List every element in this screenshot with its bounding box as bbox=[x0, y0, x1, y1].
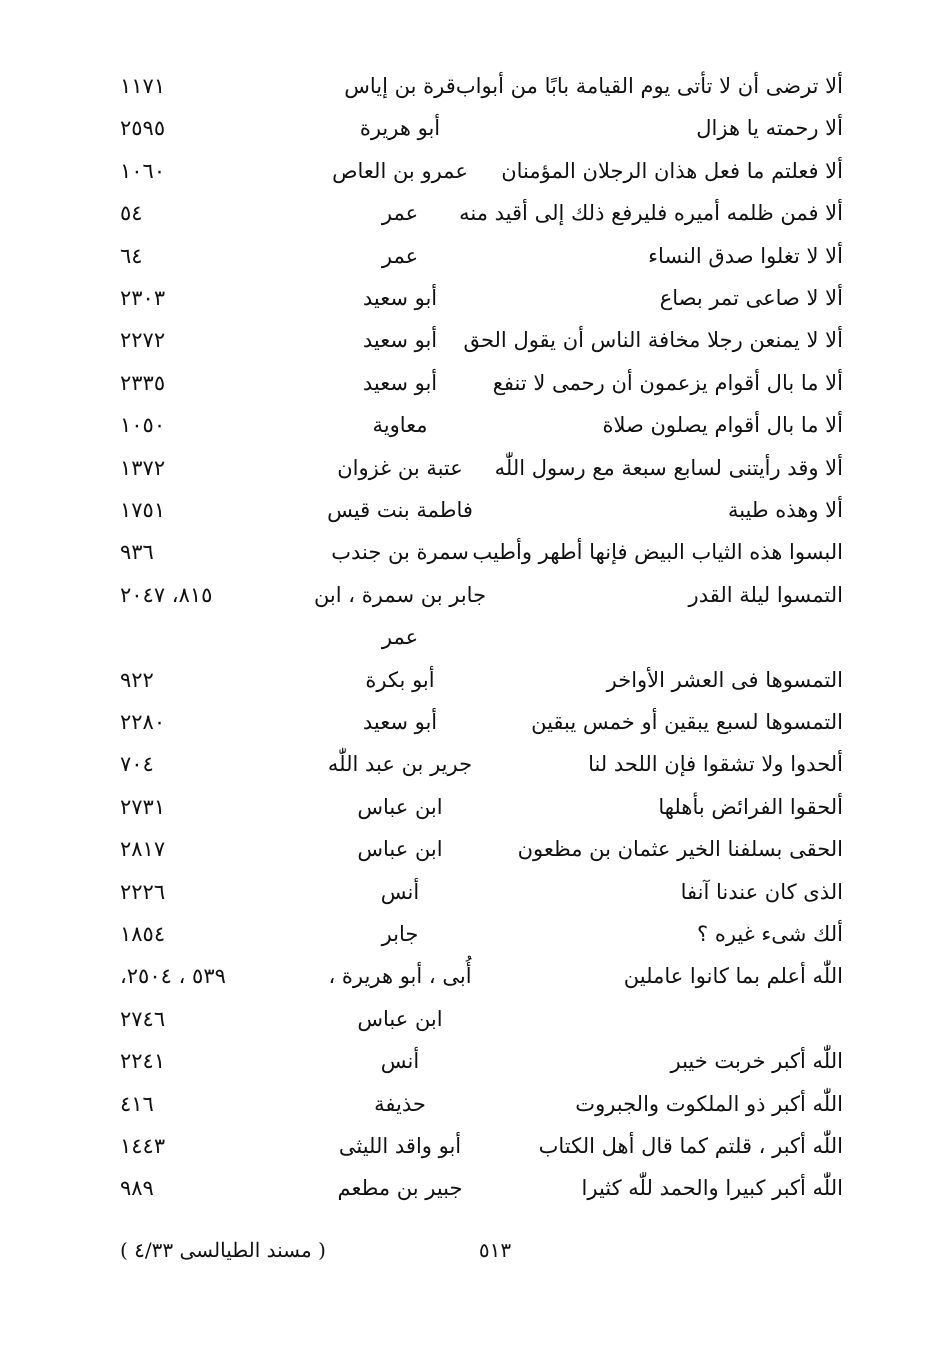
hadith-text: البسوا هذه الثياب البيض فإنها أطهر وأطيب bbox=[472, 540, 843, 565]
table-row bbox=[0, 151, 939, 191]
narrator: جابر بن سمرة ، ابن bbox=[313, 582, 487, 607]
table-row bbox=[0, 278, 939, 318]
hadith-text: اللّٰه أكبر خربت خيبر bbox=[670, 1049, 843, 1074]
hadith-number: ٢٢٧٢ bbox=[120, 328, 166, 353]
hadith-number: ٢٢٢٦ bbox=[120, 879, 166, 904]
hadith-number: ٢٨١٧ bbox=[120, 837, 166, 862]
narrator: حذيفة bbox=[374, 1091, 426, 1116]
narrator: عمرو بن العاص bbox=[332, 158, 468, 183]
hadith-text: ألا لا يمنعن رجلا مخافة الناس أن يقول الحق bbox=[463, 328, 843, 353]
hadith-text: التمسوها فى العشر الأواخر bbox=[606, 667, 843, 692]
hadith-text: ألا ترضى أن لا تأتى يوم القيامة بابًا من أبواب bbox=[455, 74, 843, 98]
hadith-number: ١٨٥٤ bbox=[120, 922, 166, 946]
hadith-number: ٤١٦ bbox=[120, 1091, 154, 1116]
hadith-number: ٩٨٩ bbox=[120, 1176, 154, 1201]
narrator: أنس bbox=[380, 1049, 420, 1074]
hadith-text: ألك شىء غيره ؟ bbox=[697, 922, 843, 946]
narrator: أبو سعيد bbox=[362, 286, 438, 310]
hadith-text: التمسوها لسبع يبقين أو خمس يبقين bbox=[531, 710, 843, 734]
table-row bbox=[0, 829, 939, 869]
table-row bbox=[0, 787, 939, 827]
table-row bbox=[0, 532, 939, 572]
hadith-text: ألا وهذه طيبة bbox=[727, 498, 843, 522]
narrator: عتبة بن غزوان bbox=[337, 455, 463, 480]
hadith-text: ألا لا تغلوا صدق النساء bbox=[648, 243, 843, 268]
table-row bbox=[0, 999, 939, 1039]
hadith-text: ألا وقد رأيتنى لسابع سبعة مع رسول اللّٰه bbox=[494, 455, 843, 480]
hadith-text: اللّٰه أكبر كبيرا والحمد للّٰه كثيرا bbox=[581, 1176, 843, 1201]
hadith-number: ٥٣٩ ، ٢٥٠٤، bbox=[120, 964, 226, 989]
hadith-number: ١٠٥٠ bbox=[120, 413, 166, 438]
hadith-number: ١٧٥١ bbox=[120, 498, 166, 522]
narrator: أنس bbox=[380, 879, 420, 904]
table-row bbox=[0, 744, 939, 784]
hadith-text: اللّٰه أكبر ، قلتم كما قال أهل الكتاب bbox=[538, 1134, 843, 1158]
hadith-number: ٩٣٦ bbox=[120, 540, 154, 565]
hadith-text: ألا فمن ظلمه أميره فليرفع ذلك إلى أقيد منه bbox=[459, 201, 843, 226]
narrator: سمرة بن جندب bbox=[331, 540, 469, 565]
narrator: جابر bbox=[381, 922, 419, 946]
narrator: عمر bbox=[381, 625, 419, 650]
page-number: ٥١٣ bbox=[478, 1238, 512, 1262]
table-row bbox=[0, 66, 939, 106]
table-row bbox=[0, 1168, 939, 1208]
hadith-number: ٢٣٠٣ bbox=[120, 286, 166, 310]
hadith-number: ٥٤ bbox=[120, 201, 143, 226]
table-row bbox=[0, 617, 939, 657]
hadith-text: ألا ما بال أقوام يزعمون أن رحمى لا تنفع bbox=[492, 370, 843, 395]
table-row bbox=[0, 1126, 939, 1166]
narrator: جرير بن عبد اللّٰه bbox=[327, 752, 473, 777]
table-row bbox=[0, 108, 939, 148]
table-row bbox=[0, 193, 939, 233]
table-row bbox=[0, 448, 939, 488]
narrator: جبير بن مطعم bbox=[337, 1176, 463, 1201]
narrator: أبو واقد الليثى bbox=[338, 1134, 462, 1158]
hadith-number: ٢٣٣٥ bbox=[120, 370, 166, 395]
narrator: فاطمة بنت قيس bbox=[327, 498, 473, 522]
hadith-number: ٨١٥، ٢٠٤٧ bbox=[120, 582, 213, 607]
hadith-text: ألا رحمته يا هزال bbox=[696, 116, 843, 141]
narrator: أبو سعيد bbox=[362, 370, 438, 395]
narrator: أبو سعيد bbox=[362, 710, 438, 734]
hadith-number: ٩٢٢ bbox=[120, 667, 154, 692]
table-row bbox=[0, 914, 939, 954]
table-row bbox=[0, 575, 939, 615]
table-row bbox=[0, 702, 939, 742]
narrator: ابن عباس bbox=[357, 1006, 443, 1031]
hadith-number: ٢٧٤٦ bbox=[120, 1006, 166, 1031]
table-row bbox=[0, 872, 939, 912]
hadith-text: ألا ما بال أقوام يصلون صلاة bbox=[602, 413, 843, 438]
hadith-number: ٦٤ bbox=[120, 243, 143, 268]
table-row bbox=[0, 363, 939, 403]
hadith-number: ١٤٤٣ bbox=[120, 1134, 166, 1158]
narrator: عمر bbox=[381, 243, 419, 268]
hadith-number: ٧٠٤ bbox=[120, 752, 154, 777]
hadith-text: ألا فعلتم ما فعل هذان الرجلان المؤمنان bbox=[501, 158, 843, 183]
hadith-number: ١١٧١ bbox=[120, 74, 166, 98]
narrator: أبو هريرة bbox=[359, 116, 441, 141]
table-row bbox=[0, 956, 939, 996]
hadith-text: ألحدوا ولا تشقوا فإن اللحد لنا bbox=[588, 752, 843, 777]
hadith-number: ٢٥٩٥ bbox=[120, 116, 166, 141]
narrator: أُبى ، أبو هريرة ، bbox=[328, 964, 472, 989]
hadith-text: التمسوا ليلة القدر bbox=[688, 582, 843, 607]
hadith-text: اللّٰه أكبر ذو الملكوت والجبروت bbox=[575, 1091, 843, 1116]
table-row bbox=[0, 1041, 939, 1081]
hadith-text: الحقى بسلفنا الخير عثمان بن مظعون bbox=[517, 837, 843, 862]
narrator: معاوية bbox=[372, 413, 428, 438]
hadith-number: ٢٧٣١ bbox=[120, 794, 166, 819]
hadith-number: ٢٢٨٠ bbox=[120, 710, 166, 734]
table-row bbox=[0, 320, 939, 360]
narrator: قرة بن إياس bbox=[344, 74, 456, 98]
hadith-text: ألا لا صاعى تمر بصاع bbox=[659, 286, 843, 310]
hadith-number: ١٠٦٠ bbox=[120, 158, 166, 183]
table-row bbox=[0, 236, 939, 276]
source-note: ( مسند الطيالسى ٤/٣٣ ) bbox=[120, 1238, 326, 1262]
hadith-number: ٢٢٤١ bbox=[120, 1049, 166, 1074]
narrator: ابن عباس bbox=[357, 794, 443, 819]
hadith-text: الذى كان عندنا آنفا bbox=[680, 879, 843, 904]
table-row bbox=[0, 660, 939, 700]
hadith-text: اللّٰه أعلم بما كانوا عاملين bbox=[623, 964, 843, 989]
narrator: عمر bbox=[381, 201, 419, 226]
table-row bbox=[0, 490, 939, 530]
narrator: ابن عباس bbox=[357, 837, 443, 862]
hadith-text: ألحقوا الفرائض بأهلها bbox=[658, 794, 843, 819]
hadith-number: ١٣٧٢ bbox=[120, 455, 166, 480]
table-row bbox=[0, 405, 939, 445]
table-row bbox=[0, 1084, 939, 1124]
narrator: أبو بكرة bbox=[365, 667, 435, 692]
narrator: أبو سعيد bbox=[362, 328, 438, 353]
